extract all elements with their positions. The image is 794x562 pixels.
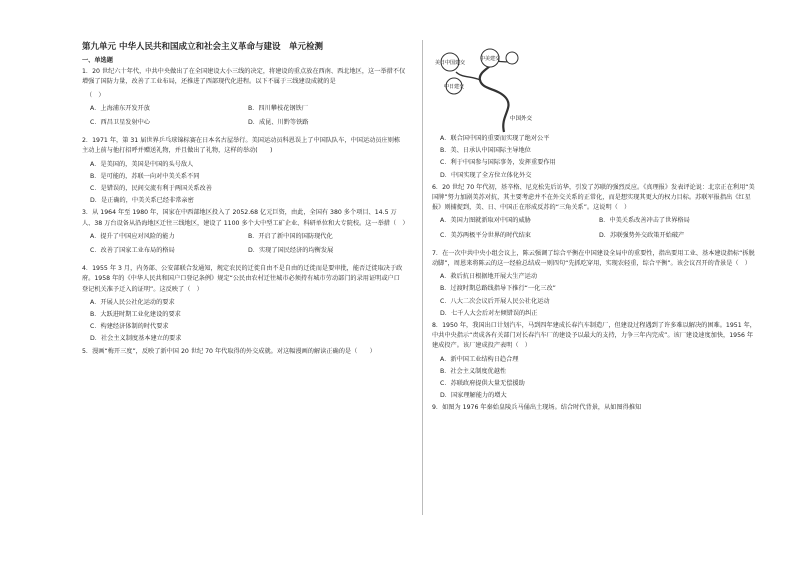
option-c: C．苏联政府提供大量无偿援助 [440,380,525,388]
option-d: D．是正确的，中美关系已经非常亲密 [90,197,194,205]
question-stem: 4．1955 年 3 月，内务部、公安部联合发通知，规定农民的迁徙自由不是自由的迁徙而是要审批，能否迁徙取决于政府。1958 年的《中华人民共和国户口登记条例》规定“公民由农村迁往城市必须持有城市劳动部门的录用证明或户口登记机关准予迁入的证明”。这反映了（ ） [82,265,403,293]
question-4 [82,264,406,344]
question-stem: 8．1950 年，我国出口计划汽车，马到四年建成长春汽车制造厂，但建设过程遇到了许多难以解决的困难。1951 年，中共中央指示“责成各有关部门对长春汽车厂的建设予以最大的支持，力争三年内完成”。该厂建设速度加快，1956 年建成投产。该厂建成投产表明（ ） [432,322,756,350]
section-heading: 一、单选题 [82,57,113,64]
question-1 [82,67,406,132]
option-c: C．利于中国参与国际事务，发挥重要作用 [440,159,556,167]
trunk-label: 中国外交 [510,116,533,122]
option-a: A．美国力图就新取对中国的威胁 [440,217,531,225]
option-b: B．过渡时期总路线指导下推行“一化三改” [440,285,556,293]
page-title: 第九单元 中华人民共和国成立和社会主义革命与建设 单元检测 [82,42,323,52]
option-b: B．中美关系改善冲击了世界格局 [599,217,690,225]
question-stem: 3．从 1964 年至 1980 年，国家在中西部地区投入了 2052.68 亿元巨资，由此，全国有 380 多个项目、14.5 万人、38 万台设备从沿海地区迁往三线地区，建设了 1100 多个大中型工矿企业、科研单位和大专院校。这一举措（ ） [82,209,409,227]
question-stem: 9．如图为 1976 年秦始皇陵兵马俑出土现场。结合时代背景，从如图得推知 [432,404,642,412]
option-d: D．国家理解能力的增大 [440,392,507,400]
option-c: C．八大二次会议后开展人民公社化运动 [440,297,550,305]
question-2 [82,136,406,206]
option-b: B．四川攀枝花钢铁厂 [248,104,308,112]
option-a: A．救后抗日根据地开展大生产运动 [440,273,538,281]
question-stem: 7．在一次中共中央小组会议上，陈云强调了综合平衡在中国建设全局中的重要性，指出要用工业、基本建设指标“拆脱动脚”，周恩来将陈云的这一经验总结成一则四句“先抓吃穿用，实现农轻重，综合平衡”。该会议召开的背景是（ ） [432,249,755,268]
question-3 [82,208,409,260]
option-a: A．开展人民公社化运动的要求 [90,298,175,306]
question-8 [432,321,758,401]
branch-label-2: 中美建交 [479,56,501,62]
question-9 [432,403,758,413]
option-d: D．成昆、川黔等铁路 [248,119,309,127]
option-c: C．西昌卫星发射中心 [90,119,151,127]
option-a: A．新中国工业结构日趋合理 [440,355,519,363]
option-a: A．联合国中国的重要而实现了绝对公平 [440,135,550,142]
question-stem: 5．漫画“梅开三度”，反映了新中国 20 世纪 70 年代取得的外交成就。对这幅漫画的解读正确的是（ ） [82,347,376,355]
option-a: A．是美国的，美国是中国的头号敌人 [90,160,194,168]
option-d: D．七千人大会后对左倾错误的纠正 [440,309,538,317]
option-b: B．大跃进时期工业化建设的要求 [90,311,181,319]
option-a: A．上海浦东开发开放 [90,104,150,112]
cartoon-figure [432,56,758,132]
right-column [432,56,758,417]
option-b: B．开启了新中国的国防现代化 [248,232,333,240]
option-b: B．美、日承认中国国际主导地位 [440,147,531,155]
branch-label-1: 美日中国建交 [434,60,466,66]
question-stem: 6．20 世纪 70 年代初，基辛格、尼克松先后访华，引发了苏联的强烈反应。《真理报》发表评论说：北京正在利用“美国牌”努力加剧美苏对抗，其主要考虑并不在外交关系的正常化，而是想实现其更大的权力目标。苏联军报指出《红星报》则捕捉到，美、日、中国正在形成反苏的“三角关系”。这说明（ ） [432,183,755,212]
question-stem: 2．1971 年，第 31 届世界乒乓球锦标赛在日本名古屋举行。美国运动员科恩误上了中国队队车，中国运动员庄则栋主动上前与他打招呼并赠送礼物，并且做出了礼物，这样的举动( ) [82,137,401,155]
option-b: B．社会主义制度优越性 [440,367,507,375]
option-c: C．构建经济体制的时代要求 [90,323,169,331]
question-stem: 1．20 世纪六十年代，中共中央做出了在全国建设大小三线的决定，将建设的重点放在西南、西北地区，这一举措不仅增强了国防力量，改善了工业布局，还推进了西部现代化进程。以下不属于三线建设成就的是 [82,68,406,86]
question-5 [82,347,406,357]
branch-label-3: 中日建交 [443,84,465,90]
option-a: A．提升了中国应对风险的能力 [90,232,175,240]
option-c: C．美苏两极平分世界的时代结束 [440,231,531,239]
option-d: D．苏联强势外交政策开始破产 [599,231,685,239]
option-d: D．社会主义制度基本建立的要求 [90,335,182,343]
option-c: C．是错误的，民间交流有利于两国关系改善 [90,185,212,193]
option-d: D．中国实现了全方位立体化外交 [440,171,532,179]
question-5-options [432,134,758,181]
answer-blank: （ ） [86,91,105,99]
question-6 [432,183,758,245]
option-c: C．改善了国家工业布局的格局 [90,247,175,255]
column-divider [422,40,423,515]
option-d: D．实现了国民经济的均衡发展 [248,247,334,255]
question-7 [432,249,758,319]
option-b: B．是可能的，苏联一向对中美关系不同 [90,172,200,180]
plum-blossom-cartoon [434,46,554,134]
left-column [82,56,409,360]
